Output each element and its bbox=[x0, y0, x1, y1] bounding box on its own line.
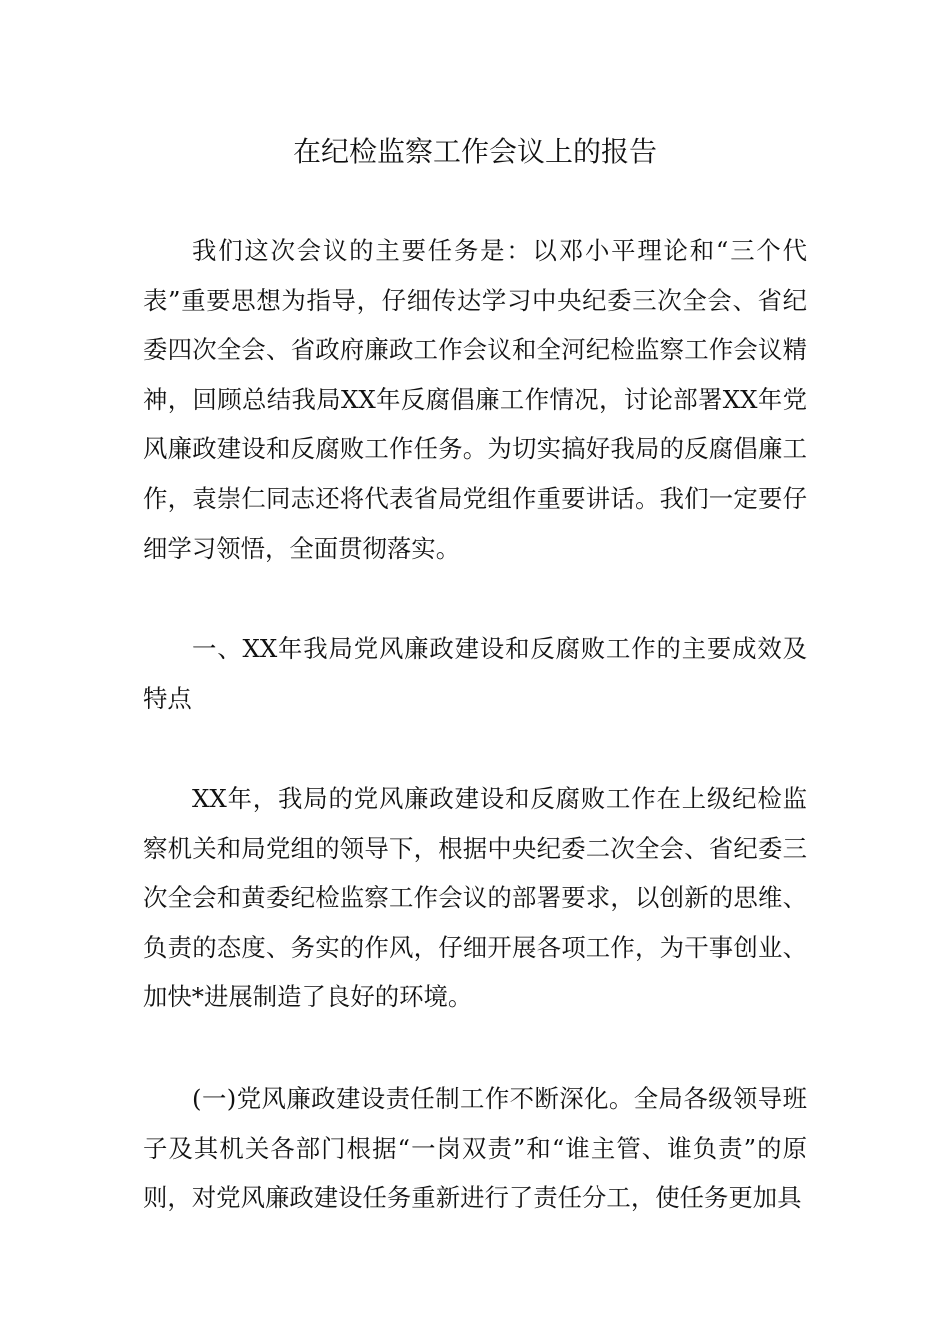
document-title: 在纪检监察工作会议上的报告 bbox=[292, 135, 657, 168]
paragraph-subsection-one: (一)党风廉政建设责任制工作不断深化。全局各级领导班子及其机关各部门根据“一岗双责”和“谁主管、谁负责”的原则，对党风廉政建设任务重新进行了责任分工，使任务更加具 bbox=[143, 1084, 807, 1213]
section-heading-one: 一、XX年我局党风廉政建设和反腐败工作的主要成效及特点 bbox=[143, 634, 807, 713]
paragraph-achievements: XX年，我局的党风廉政建设和反腐败工作在上级纪检监察机关和局党组的领导下，根据中央纪委二次全会、省纪委三次全会和黄委纪检监察工作会议的部署要求，以创新的思维、负责的态度、务实的作风，仔细开展各项工作，为干事创业、加快*进展制造了良好的环境。 bbox=[143, 784, 807, 1012]
paragraph-intro: 我们这次会议的主要任务是：以邓小平理论和“三个代表”重要思想为指导，仔细传达学习中央纪委三次全会、省纪委四次全会、省政府廉政工作会议和全河纪检监察工作会议精神，回顾总结我局XX年反腐倡廉工作情况，讨论部署XX年党风廉政建设和反腐败工作任务。为切实搞好我局的反腐倡廉工作，袁崇仁同志还将代表省局党组作重要讲话。我们一定要仔细学习领悟，全面贯彻落实。 bbox=[143, 236, 807, 563]
